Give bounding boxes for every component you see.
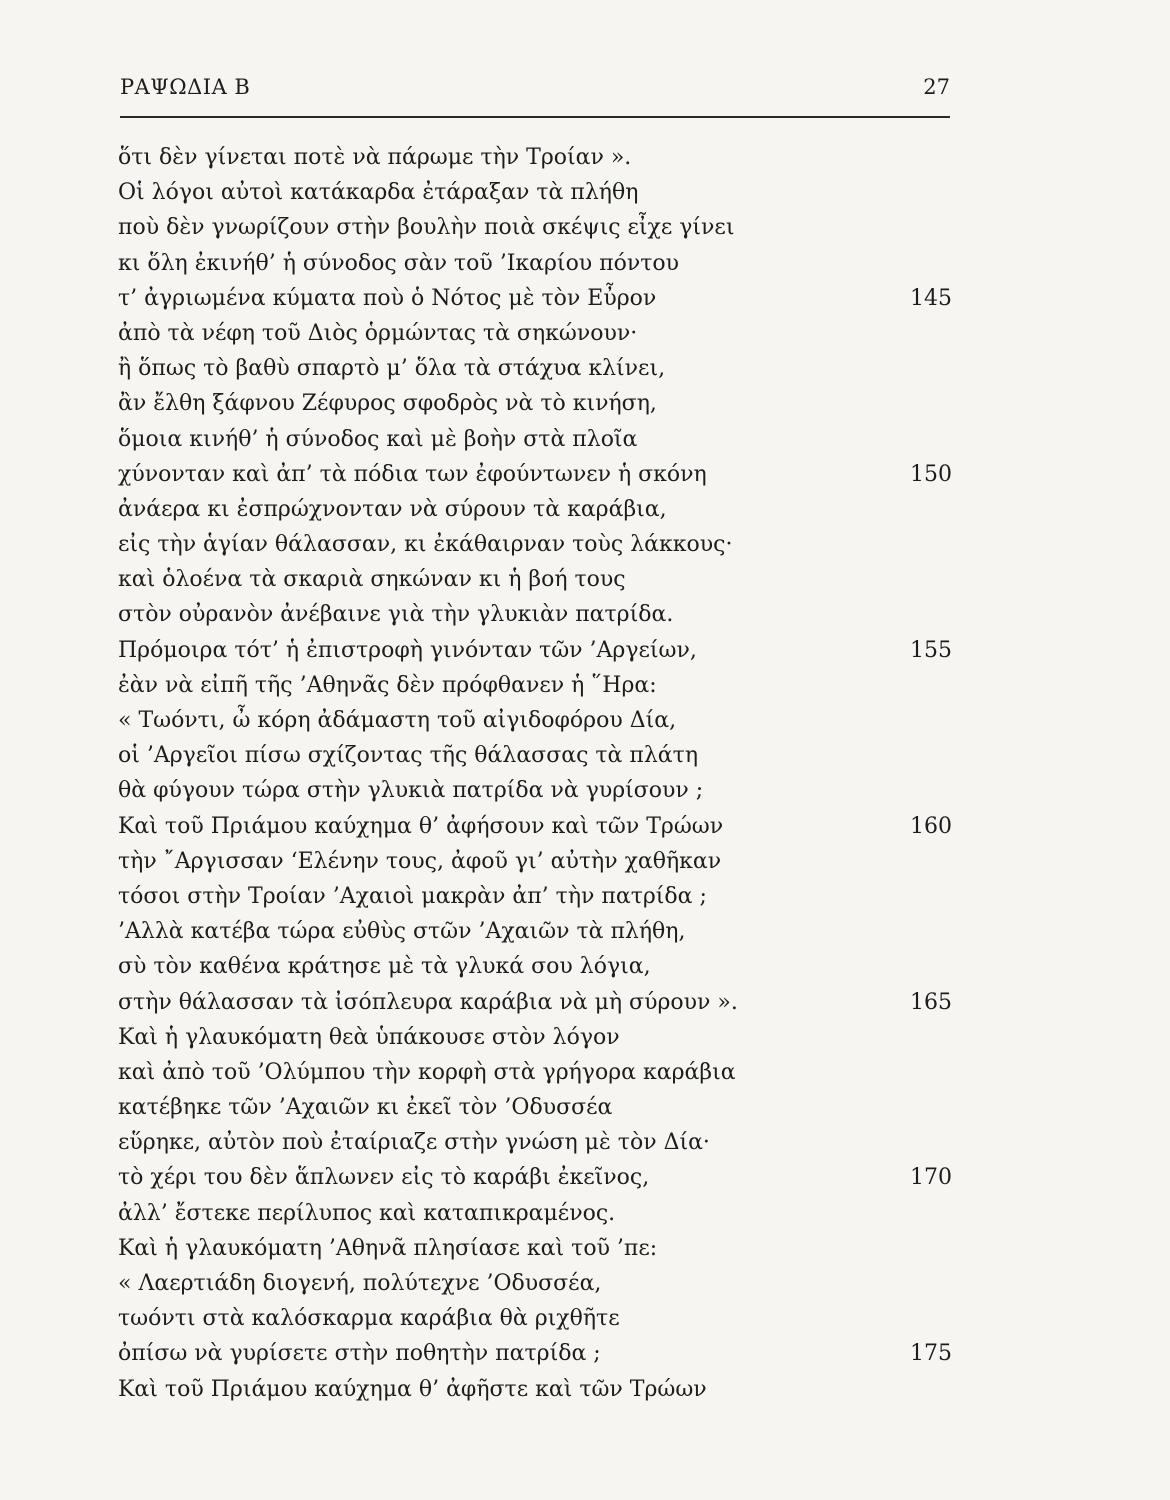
poem-body — [118, 140, 952, 1407]
verse-text: τόσοι στὴν Τροίαν ’Αχαιοὶ μακρὰν ἀπ’ τὴν πατρίδα ; — [118, 883, 707, 909]
verse-line — [118, 773, 952, 808]
verse-line — [118, 1372, 952, 1407]
verse-text: ἐὰν νὰ εἰπῆ τῆς ’Αθηνᾶς δὲν πρόφθανεν ἡ ῞Ηρα: — [118, 672, 657, 698]
verse-text: ποὺ δὲν γνωρίζουν στὴν βουλὴν ποιὰ σκέψις εἶχε γίνει — [118, 215, 735, 241]
verse-line — [118, 844, 952, 879]
verse-text: « Τωόντι, ὦ κόρη ἀδάμαστη τοῦ αἰγιδοφόρου Δία, — [118, 708, 677, 733]
verse-line — [118, 422, 952, 457]
verse-text: Καὶ ἡ γλαυκόματη θεὰ ὑπάκουσε στὸν λόγον — [118, 1024, 620, 1050]
verse-line — [118, 140, 952, 175]
line-number: 150 — [910, 461, 952, 487]
line-number: 145 — [910, 285, 952, 311]
verse-text: Καὶ τοῦ Πριάμου καύχημα θ’ ἀφήσουν καὶ τῶν Τρώων — [118, 813, 724, 839]
verse-line — [118, 633, 952, 668]
line-number: 170 — [910, 1165, 952, 1191]
line-number: 155 — [910, 637, 952, 663]
verse-text: ἀλλ’ ἔστεκε περίλυπος καὶ καταπικραμένος. — [118, 1200, 616, 1226]
verse-line — [118, 985, 952, 1020]
verse-text: οἱ ’Αργεῖοι πίσω σχίζοντας τῆς θάλασσας τὰ πλάτη — [118, 743, 699, 769]
verse-line — [118, 175, 952, 210]
verse-text: ἀνάερα κι ἐσπρώχνονταν νὰ σύρουν τὰ καράβια, — [118, 496, 667, 522]
verse-line — [118, 386, 952, 421]
verse-text: καὶ ὁλοένα τὰ σκαριὰ σηκώναν κι ἡ βοή τους — [118, 567, 626, 593]
verse-text: τὸ χέρι του δὲν ἅπλωνεν εἰς τὸ καράβι ἐκεῖνος, — [118, 1165, 650, 1191]
verse-line — [118, 738, 952, 773]
verse-line — [118, 949, 952, 984]
verse-text: θὰ φύγουν τώρα στὴν γλυκιὰ πατρίδα νὰ γυρίσουν ; — [118, 778, 704, 804]
verse-text: ἂν ἔλθη ξάφνου Ζέφυρος σφοδρὸς νὰ τὸ κινήση, — [118, 391, 657, 417]
running-title: ΡΑΨΩΔΙΑ Β — [120, 75, 251, 99]
verse-line — [118, 1090, 952, 1125]
verse-text: ἢ ὅπως τὸ βαθὺ σπαρτὸ μ’ ὅλα τὰ στάχυα κλίνει, — [118, 356, 666, 382]
verse-line — [118, 1196, 952, 1231]
verse-text: κατέβηκε τῶν ’Αχαιῶν κι ἐκεῖ τὸν ’Οδυσσέα — [118, 1095, 613, 1121]
verse-text: Καὶ ἡ γλαυκόματη ’Αθηνᾶ πλησίασε καὶ τοῦ ’πε: — [118, 1235, 658, 1261]
verse-line — [118, 457, 952, 492]
verse-line — [118, 1020, 952, 1055]
verse-line — [118, 1160, 952, 1195]
verse-line — [118, 597, 952, 632]
verse-text: στὸν οὐρανὸν ἀνέβαινε γιὰ τὴν γλυκιὰν πατρίδα. — [118, 602, 674, 628]
verse-line — [118, 281, 952, 316]
verse-text: στὴν θάλασσαν τὰ ἰσόπλευρα καράβια νὰ μὴ σύρουν ». — [118, 989, 738, 1015]
verse-text: ὅμοια κινήθ’ ἡ σύνοδος καὶ μὲ βοὴν στὰ πλοῖα — [118, 426, 638, 452]
verse-line — [118, 351, 952, 386]
verse-line — [118, 879, 952, 914]
line-number: 175 — [910, 1341, 952, 1367]
verse-text: Οἱ λόγοι αὐτοὶ κατάκαρδα ἐτάραξαν τὰ πλήθη — [118, 180, 639, 206]
verse-line — [118, 210, 952, 245]
verse-line — [118, 527, 952, 562]
verse-text: καὶ ἀπὸ τοῦ ’Ολύμπου τὴν κορφὴ στὰ γρήγορα καράβια — [118, 1059, 736, 1085]
verse-text: ’Αλλὰ κατέβα τώρα εὐθὺς στῶν ’Αχαιῶν τὰ πλήθη, — [118, 919, 686, 945]
verse-text: ὀπίσω νὰ γυρίσετε στὴν ποθητὴν πατρίδα ; — [118, 1341, 601, 1367]
verse-line — [118, 809, 952, 844]
line-number: 165 — [910, 989, 952, 1015]
verse-text: τωόντι στὰ καλόσκαρμα καράβια θὰ ριχθῆτε — [118, 1306, 620, 1332]
verse-line — [118, 1336, 952, 1371]
page-number: 27 — [923, 75, 950, 99]
verse-line — [118, 1125, 952, 1160]
verse-text: Καὶ τοῦ Πριάμου καύχημα θ’ ἀφῆστε καὶ τῶν Τρώων — [118, 1376, 707, 1402]
verse-line — [118, 1231, 952, 1266]
verse-text: χύνονταν καὶ ἀπ’ τὰ πόδια των ἐφούντωνεν ἡ σκόνη — [118, 461, 707, 487]
verse-line — [118, 1266, 952, 1301]
verse-line — [118, 316, 952, 351]
verse-text: σὺ τὸν καθένα κράτησε μὲ τὰ γλυκά σου λόγια, — [118, 954, 651, 980]
verse-text: τ’ ἀγριωμένα κύματα ποὺ ὁ Νότος μὲ τὸν Εὖρον — [118, 285, 657, 311]
verse-line — [118, 914, 952, 949]
verse-text: κι ὅλη ἐκινήθ’ ἡ σύνοδος σὰν τοῦ ’Ικαρίου πόντου — [118, 250, 680, 276]
verse-line — [118, 246, 952, 281]
verse-text: ὅτι δὲν γίνεται ποτὲ νὰ πάρωμε τὴν Τροίαν ». — [118, 145, 632, 170]
verse-text: Πρόμοιρα τότ’ ἡ ἐπιστροφὴ γινόνταν τῶν ’Αργείων, — [118, 637, 697, 663]
verse-line — [118, 492, 952, 527]
page-header — [120, 72, 950, 118]
verse-text: « Λαερτιάδη διογενή, πολύτεχνε ’Οδυσσέα, — [118, 1271, 602, 1296]
verse-line — [118, 668, 952, 703]
verse-line — [118, 1055, 952, 1090]
verse-line — [118, 562, 952, 597]
verse-text: ἀπὸ τὰ νέφη τοῦ Διὸς ὁρμώντας τὰ σηκώνουν· — [118, 320, 638, 346]
verse-text: εὕρηκε, αὐτὸν ποὺ ἐταίριαζε στὴν γνώση μὲ τὸν Δία· — [118, 1130, 710, 1156]
verse-text: τὴν ῎Αργισσαν ‘Ελένην τους, ἀφοῦ γι’ αὐτὴν χαθῆκαν — [118, 848, 722, 874]
verse-line — [118, 703, 952, 738]
verse-text: εἰς τὴν ἁγίαν θάλασσαν, κι ἐκάθαιρναν τοὺς λάκκους· — [118, 532, 733, 558]
verse-line — [118, 1301, 952, 1336]
line-number: 160 — [910, 813, 952, 839]
